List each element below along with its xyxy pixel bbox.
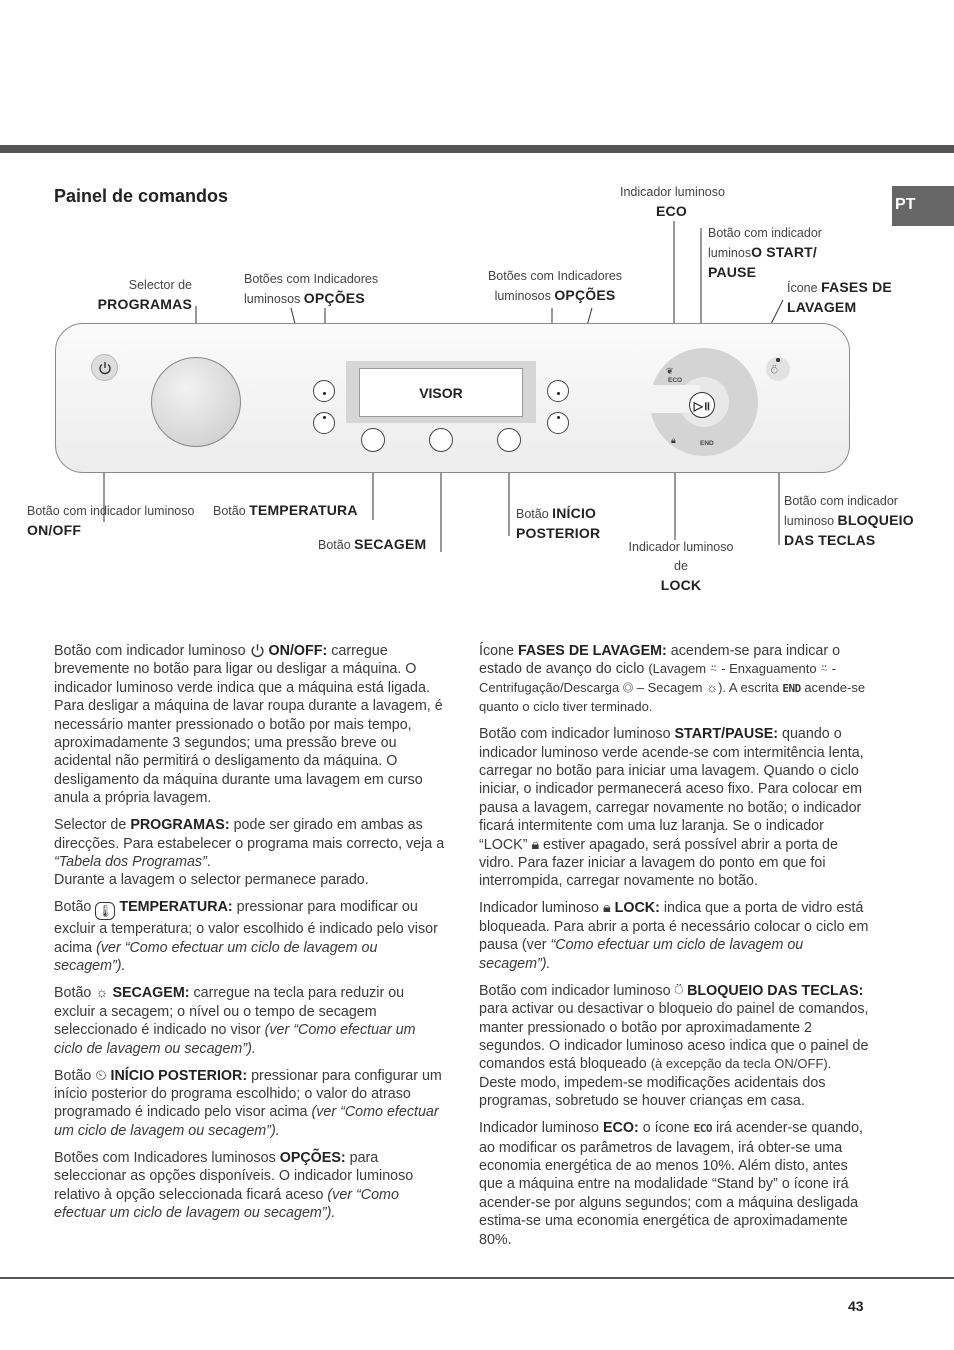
- leaf-icon: ❦: [666, 366, 674, 376]
- option-indicator-3: [557, 392, 560, 395]
- programs-selector-knob[interactable]: [151, 357, 241, 447]
- thermometer-icon: 🌡︎: [95, 902, 115, 920]
- label-lock: Indicador luminoso de LOCK: [628, 540, 734, 593]
- label-eco: Indicador luminoso ECO: [620, 185, 725, 219]
- label-on-off: Botão com indicador luminoso ON/OFF: [27, 504, 195, 538]
- paragraph-delay-start: Botão ⏲︎ INÍCIO POSTERIOR: pressionar para configurar um início posterior do programa escolhido; o valor do atraso programado é indicado pelo visor acima (ver “Como efectuar um ciclo de lavagem ou secagem”).: [54, 1067, 442, 1139]
- eco-icon: ECO: [693, 1122, 712, 1136]
- lock-icon: 🔒︎: [531, 836, 540, 853]
- label-start-pause: Botão com indicador luminosO START/ PAUSE: [708, 226, 822, 280]
- on-off-button[interactable]: [91, 354, 118, 381]
- eco-icon: ECO: [668, 377, 683, 384]
- page-number: 43: [848, 1298, 864, 1314]
- paragraph-key-lock: Botão com indicador luminoso ⍥ BLOQUEIO DAS TECLAS: para activar ou desactivar o bloqueio do painel de comandos, manter pressionado o botão por aproximadamente 2 segundos. O indicador luminoso aceso indica que o painel de comandos está bloqueado (à excepção da tecla ON/OFF). Deste modo, impedem-se modificações acidentais dos programas, sobretudo se houver crianças em casa.: [479, 982, 869, 1110]
- label-delay-start: Botão INÍCIO POSTERIOR: [516, 505, 601, 541]
- paragraph-temperature: Botão 🌡︎ TEMPERATURA: pressionar para modificar ou excluir a temperatura; o valor escolhido é indicado pelo visor acima (ver “Como efectuar um ciclo de lavagem ou secagem”).: [54, 899, 438, 975]
- label-programs: Selector de PROGRAMAS: [97, 278, 192, 312]
- paragraph-eco: Indicador luminoso ECO: o ícone ECO irá acender-se quando, ao modificar os parâmetros de lavagem, irá obter-se uma economia energética de ao menos 10%. Além disto, antes que a máquina entre na modalidade “Stand by” o ícone irá acender-se por alguns segundos; com a máquina desligada estima-se uma economia energética de aproximadamente 80%.: [479, 1120, 864, 1248]
- label-drying: Botão SECAGEM: [318, 536, 427, 552]
- delay-start-button[interactable]: [497, 428, 521, 452]
- label-key-lock: Botão com indicador luminoso BLOQUEIO DAS TECLAS: [784, 494, 914, 548]
- paragraph-wash-phases: Ícone FASES DE LAVAGEM: acendem-se para indicar o estado de avanço do ciclo (Lavagem ⍨ - Enxaguamento ⍨ - Centrifugação/Descarga ◎ – Secagem ☼). A escrita END acende-se quanto o ciclo tiver terminado.: [479, 643, 866, 715]
- bottom-rule: [0, 1277, 954, 1279]
- display: VISOR: [359, 368, 523, 417]
- option-indicator-4: [557, 416, 560, 419]
- rinse-icon: ⍨: [820, 661, 829, 677]
- sun-icon: ☼: [95, 985, 109, 1002]
- label-options-right: Botões com Indicadores luminosos OPÇÕES: [487, 269, 623, 303]
- child-lock-icon: ⍥: [674, 982, 684, 999]
- option-button-1[interactable]: [313, 380, 335, 402]
- temperature-button[interactable]: [361, 428, 385, 452]
- power-icon: [250, 643, 265, 658]
- language-tab: PT: [892, 186, 954, 226]
- power-icon: [98, 361, 112, 375]
- paragraph-lock: Indicador luminoso 🔒︎ LOCK: indica que a porta de vidro está bloqueada. Para abrir a porta é necessário colocar o ciclo em pausa (ver “Como efectuar um ciclo de lavagem ou secagem”).: [479, 900, 869, 972]
- sun-icon: ☼: [706, 679, 719, 695]
- right-column: [479, 642, 869, 1258]
- paragraph-programs: Selector de PROGRAMAS: pode ser girado em ambas as direcções. Para estabelecer o programa mais correcto, veja a “Tabela dos Programas”. Durante a lavagem o selector permanece parado.: [54, 817, 445, 889]
- key-lock-indicator: [776, 358, 780, 362]
- spin-icon: ◎: [622, 679, 634, 695]
- start-pause-button[interactable]: ▷॥: [689, 392, 715, 418]
- wash-icon: ⍨: [709, 661, 718, 677]
- label-wash-phases: Ícone FASES DE LAVAGEM: [787, 279, 892, 315]
- label-options-left: Botões com Indicadores luminosos OPÇÕES: [244, 272, 379, 306]
- lock-icon: 🔒︎: [603, 900, 611, 917]
- lock-icon: 🔒︎: [671, 435, 676, 445]
- left-column: [54, 642, 446, 1231]
- option-indicator-1: [323, 392, 326, 395]
- drying-button[interactable]: [429, 428, 453, 452]
- section-heading: Painel de comandos: [54, 186, 229, 206]
- label-temperature: Botão TEMPERATURA: [213, 502, 358, 518]
- option-indicator-2: [323, 416, 326, 419]
- end-icon: END: [700, 440, 714, 447]
- paragraph-on-off: Botão com indicador luminoso ON/OFF: carregue brevemente no botão para ligar ou desligar a máquina. O indicador luminoso verde indica que a máquina está ligada. Para desligar a máquina de lavar roupa durante a lavagem, é necessário manter pressionado o botão por mais tempo, aproximadamente 3 segundos; uma pressão breve ou acidental não permitirá o desligamento da máquina. O desligamento da máquina durante uma lavagem em curso anula a própria lavagem.: [54, 643, 443, 807]
- paragraph-start-pause: Botão com indicador luminoso START/PAUSE: quando o indicador luminoso verde acende-se com intermitência lenta, carregar no botão para iniciar uma lavagem. Quando o ciclo iniciar, o indicador permanecerá aceso fixo. Para colocar em pausa a lavagem, carregar novamente no botão; o indicador ficará intermitente com uma luz laranja. Se o indicador “LOCK” 🔒︎ estiver apagado, será possível abrir a porta de vidro. Para fazer iniciar a lavagem do ponto em que foi interrompida, carregar novamente no botão.: [479, 726, 864, 890]
- option-button-3[interactable]: [547, 380, 569, 402]
- timer-icon: ⏲︎: [95, 1067, 107, 1084]
- paragraph-drying: Botão ☼ SECAGEM: carregue na tecla para reduzir ou excluir a secagem; o nível ou o tempo de secagem seleccionado é indicado no visor (ver “Como efectuar um ciclo de lavagem ou secagem”).: [54, 985, 416, 1057]
- paragraph-options: Botões com Indicadores luminosos OPÇÕES: para seleccionar as opções disponíveis. O indicador luminoso relativo à opção seleccionada ficará aceso (ver “Como efectuar um ciclo de lavagem ou secagem”).: [54, 1149, 414, 1221]
- child-lock-icon: ⍥: [771, 365, 778, 377]
